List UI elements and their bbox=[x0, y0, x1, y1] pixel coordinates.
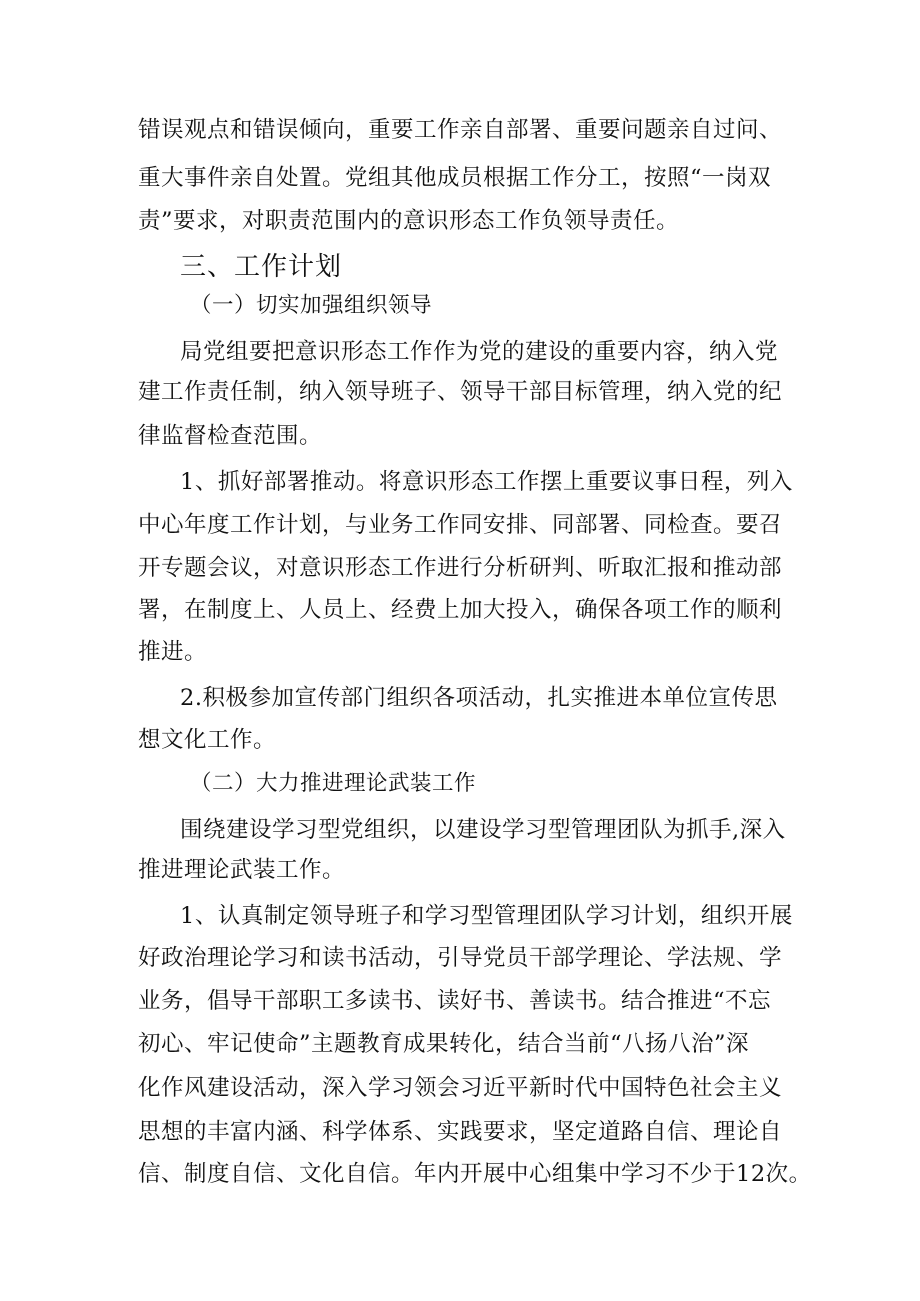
text-line: 想文化工作。 bbox=[138, 727, 277, 753]
text-line: 围绕建设学习型党组织，以建设学习型管理团队为抓手,深入 bbox=[180, 817, 786, 843]
text-line: 重大事件亲自处置。党组其他成员根据工作分工，按照“一岗双 bbox=[138, 165, 772, 191]
text-line: 2.积极参加宣传部门组织各项活动，扎实推进本单位宣传思 bbox=[180, 685, 778, 711]
text-line: 化作风建设活动，深入学习领会习近平新时代中国特色社会主义 bbox=[138, 1075, 783, 1101]
section-heading: 三、工作计划 bbox=[180, 252, 343, 282]
text-line: 思想的丰富内涵、科学体系、实践要求，坚定道路自信、理论自 bbox=[138, 1119, 783, 1145]
text-line: 推进理论武装工作。 bbox=[138, 857, 346, 883]
text-line: 署，在制度上、人员上、经费上加大投入，确保各项工作的顺利 bbox=[138, 597, 783, 623]
text-line: 律监督检查范围。 bbox=[138, 423, 323, 449]
subsection-heading: （一）切实加强组织领导 bbox=[190, 293, 433, 318]
text-line: 局党组要把意识形态工作作为党的建设的重要内容，纳入党 bbox=[180, 339, 779, 365]
text-line: 错误观点和错误倾向，重要工作亲自部署、重要问题亲自过问、 bbox=[138, 117, 783, 143]
text-line: 推进。 bbox=[138, 639, 208, 665]
text-line: 初心、牢记使命”主题教育成果转化，结合当前“八扬八治”深 bbox=[138, 1031, 750, 1057]
text-line: 业务，倡导干部职工多读书、读好书、善读书。结合推进“不忘 bbox=[138, 988, 772, 1014]
text-line: 好政治理论学习和读书活动，引导党员干部学理论、学法规、学 bbox=[138, 945, 783, 971]
text-line: 1、认真制定领导班子和学习型管理团队学习计划，组织开展 bbox=[180, 903, 793, 929]
subsection-heading: （二）大力推进理论武装工作 bbox=[190, 771, 477, 796]
text-line: 开专题会议，对意识形态工作进行分析研判、听取汇报和推动部 bbox=[138, 555, 783, 581]
text-line: 建工作责任制，纳入领导班子、领导干部目标管理，纳入党的纪 bbox=[138, 379, 783, 405]
text-line: 中心年度工作计划，与业务工作同安排、同部署、同检查。要召 bbox=[138, 512, 783, 538]
text-line: 1、抓好部署推动。将意识形态工作摆上重要议事日程，列入 bbox=[180, 469, 793, 495]
text-line: 信、制度自信、文化自信。年内开展中心组集中学习不少于12次。 bbox=[138, 1161, 812, 1187]
text-line: 责”要求，对职责范围内的意识形态工作负领导责任。 bbox=[138, 208, 680, 234]
